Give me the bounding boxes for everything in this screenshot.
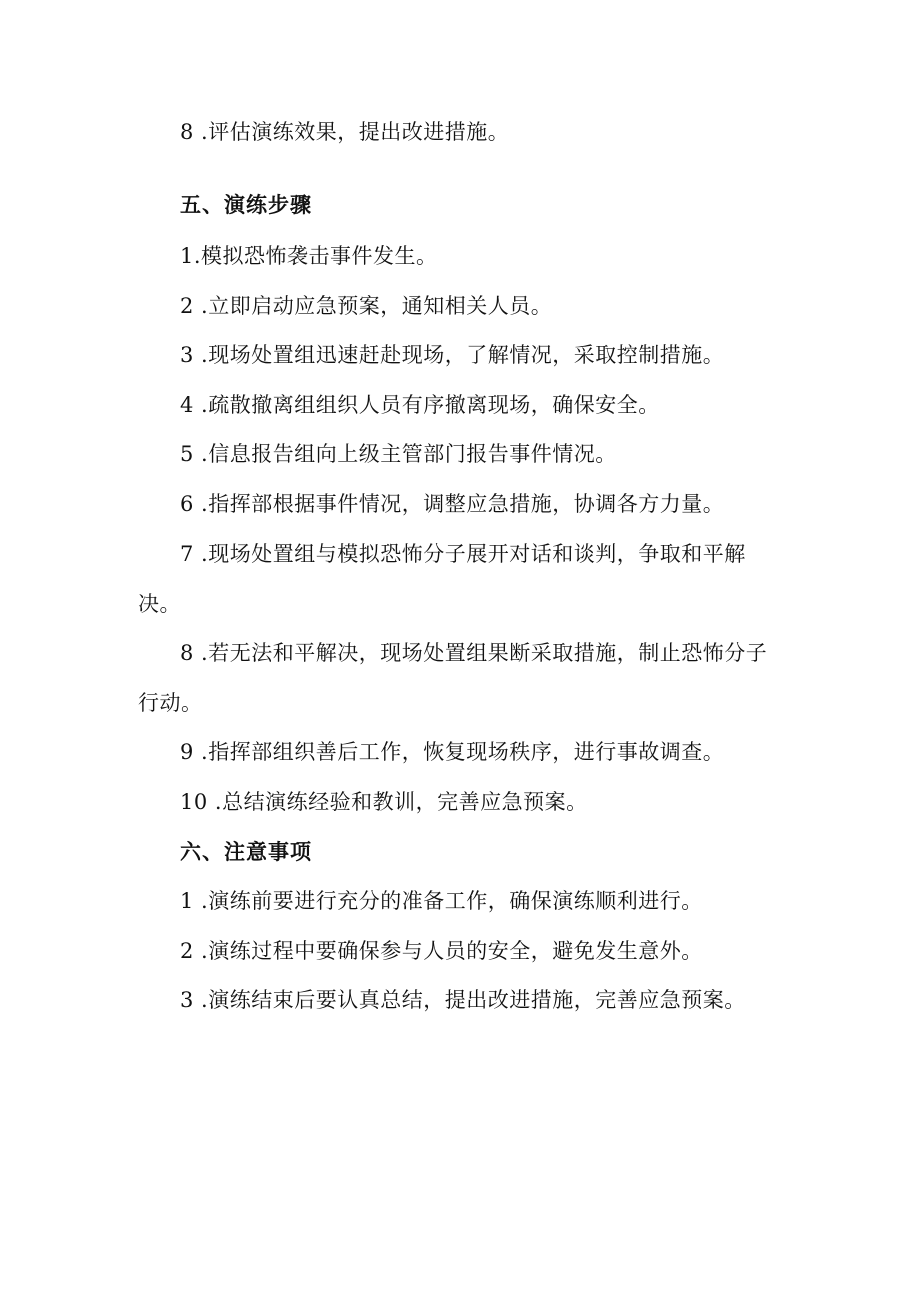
precaution-1: 1 .演练前要进行充分的准备工作，确保演练顺利进行。 <box>180 889 703 913</box>
section-heading-precautions: 六、注意事项 <box>180 840 312 864</box>
drill-step-3: 3 .现场处置组迅速赶赴现场，了解情况，采取控制措施。 <box>180 343 725 367</box>
precaution-3: 3 .演练结束后要认真总结，提出改进措施，完善应急预案。 <box>180 988 746 1012</box>
drill-step-9: 9 .指挥部组织善后工作，恢复现场秩序，进行事故调查。 <box>180 740 725 764</box>
drill-step-7-line1: 7 .现场处置组与模拟恐怖分子展开对话和谈判，争取和平解 <box>180 542 746 566</box>
drill-step-6: 6 .指挥部根据事件情况，调整应急措施，协调各方力量。 <box>180 492 725 516</box>
drill-step-7-line2: 决。 <box>138 592 181 616</box>
drill-step-4: 4 .疏散撤离组组织人员有序撤离现场，确保安全。 <box>180 393 660 417</box>
section-heading-drill-steps: 五、演练步骤 <box>180 193 312 217</box>
drill-step-10: 10 .总结演练经验和教训，完善应急预案。 <box>180 790 588 814</box>
drill-step-8-line2: 行动。 <box>138 691 203 715</box>
drill-step-5: 5 .信息报告组向上级主管部门报告事件情况。 <box>180 442 617 466</box>
drill-step-2: 2 .立即启动应急预案，通知相关人员。 <box>180 294 553 318</box>
step-item-8-evaluate: 8 .评估演练效果，提出改进措施。 <box>180 120 510 144</box>
drill-step-8-line1: 8 .若无法和平解决，现场处置组果断采取措施，制止恐怖分子 <box>180 641 768 665</box>
precaution-2: 2 .演练过程中要确保参与人员的安全，避免发生意外。 <box>180 939 703 963</box>
drill-step-1: 1.模拟恐怖袭击事件发生。 <box>180 244 438 268</box>
